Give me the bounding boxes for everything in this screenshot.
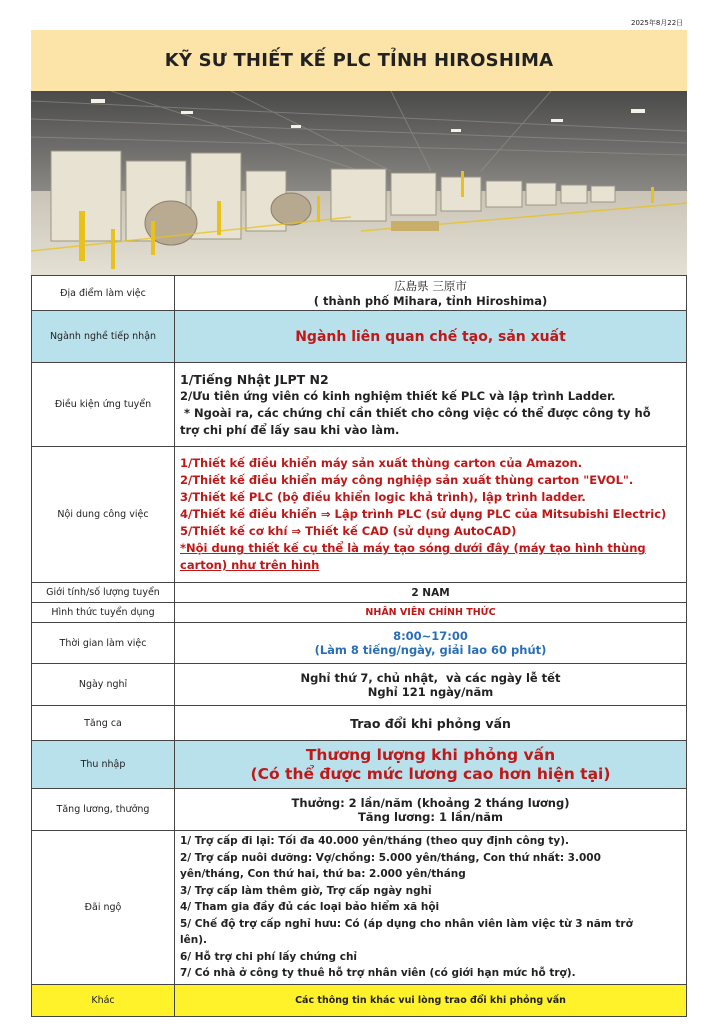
benefit-line: yên/tháng, Con thứ hai, thứ ba: 2.000 yên/tháng: [180, 868, 466, 880]
benefit-line: 4/ Tham gia đầy đủ các loại bảo hiểm xã hội: [180, 901, 440, 913]
benefit-line: 7/ Có nhà ở công ty thuê hỗ trợ nhân viên (có giới hạn mức hỗ trợ).: [180, 967, 576, 979]
label-overtime: Tăng ca: [32, 706, 175, 741]
label-employment: Hình thức tuyển dụng: [32, 603, 175, 623]
label-industry: Ngành nghề tiếp nhận: [32, 311, 175, 363]
holidays-days: Nghỉ thứ 7, chủ nhật, và các ngày lễ tết: [300, 670, 561, 685]
requirement-line: 2/Ưu tiên ứng viên có kinh nghiệm thiết kế PLC và lập trình Ladder.: [180, 388, 616, 403]
page-title: KỸ SƯ THIẾT KẾ PLC TỈNH HIROSHIMA: [164, 50, 554, 71]
row-benefits: [32, 831, 687, 985]
row-job-content: [32, 447, 687, 583]
row-overtime: [32, 706, 687, 741]
value-benefits: [175, 831, 687, 985]
raise-salary: Tăng lương: 1 lần/năm: [357, 809, 504, 824]
benefit-line: 5/ Chế độ trợ cấp nghỉ hưu: Có (áp dụng cho nhân viên làm việc từ 3 năm trở: [180, 917, 633, 930]
job-line: 3/Thiết kế PLC (bộ điều khiển logic khả trình), lập trình ladder.: [180, 490, 586, 504]
label-raise: Tăng lương, thưởng: [32, 789, 175, 831]
job-line: *Nội dung thiết kế cụ thể là máy tạo sóng dưới đây (máy tạo hình thùng: [180, 541, 646, 555]
job-line: carton) như trên hình: [180, 558, 320, 572]
job-line: 1/Thiết kế điều khiển máy sản xuất thùng carton của Amazon.: [180, 456, 583, 470]
job-line: 5/Thiết kế cơ khí ⇒ Thiết kế CAD (sử dụng AutoCAD): [180, 524, 517, 538]
income-note: (Có thể được mức lương cao hơn hiện tại): [250, 764, 611, 783]
row-employment: [32, 603, 687, 623]
row-requirements: [32, 363, 687, 447]
row-gender: [32, 583, 687, 603]
label-benefits: Đãi ngộ: [32, 831, 175, 985]
value-raise: [175, 789, 687, 831]
row-location: [32, 276, 687, 311]
label-hours: Thời gian làm việc: [32, 623, 175, 664]
location-japanese: 広島県 三原市: [394, 279, 467, 293]
income-negotiable: Thương lượng khi phỏng vấn: [305, 745, 556, 764]
job-line: 2/Thiết kế điều khiển máy công nghiệp sản xuất thùng carton "EVOL".: [180, 473, 634, 487]
value-requirements: [175, 363, 687, 447]
label-other: Khác: [32, 984, 175, 1016]
row-holidays: [32, 664, 687, 706]
row-income: [32, 741, 687, 789]
value-gender: 2 NAM: [175, 583, 687, 603]
value-other: Các thông tin khác vui lòng trao đổi khi phỏng vấn: [175, 984, 687, 1016]
row-other: [32, 984, 687, 1016]
benefit-line: 1/ Trợ cấp đi lại: Tối đa 40.000 yên/tháng (theo quy định công ty).: [180, 835, 570, 847]
benefit-line: 6/ Hỗ trợ chi phí lấy chứng chỉ: [180, 950, 358, 963]
label-income: Thu nhập: [32, 741, 175, 789]
factory-photo: [31, 91, 687, 275]
value-employment: NHÂN VIÊN CHÍNH THỨC: [175, 603, 687, 623]
raise-bonus: Thưởng: 2 lần/năm (khoảng 2 tháng lương): [291, 795, 570, 810]
label-location: Địa điểm làm việc: [32, 276, 175, 311]
value-overtime: Trao đổi khi phỏng vấn: [175, 706, 687, 741]
location-vietnamese: ( thành phố Mihara, tỉnh Hiroshima): [313, 294, 548, 308]
factory-photo-icon: [31, 91, 687, 275]
benefit-line: lên).: [180, 934, 207, 946]
row-industry: [32, 311, 687, 363]
requirement-line: * Ngoài ra, các chứng chỉ cần thiết cho công việc có thể được công ty hỗ: [180, 405, 651, 420]
value-income: [175, 741, 687, 789]
benefit-line: 3/ Trợ cấp làm thêm giờ, Trợ cấp ngày nghỉ: [180, 884, 432, 897]
requirement-line: 1/Tiếng Nhật JLPT N2: [180, 371, 329, 387]
label-gender: Giới tính/số lượng tuyển: [32, 583, 175, 603]
value-holidays: [175, 664, 687, 706]
document-date: 2025年8月22日: [631, 19, 684, 27]
hours-time: 8:00~17:00: [393, 629, 468, 643]
label-holidays: Ngày nghỉ: [32, 664, 175, 706]
value-location: [175, 276, 687, 311]
value-industry: Ngành liên quan chế tạo, sản xuất: [175, 311, 687, 363]
title-banner: [31, 30, 687, 91]
label-job-content: Nội dung công việc: [32, 447, 175, 583]
row-hours: [32, 623, 687, 664]
requirement-line: trợ chi phí để lấy sau khi vào làm.: [180, 422, 400, 437]
label-requirements: Điều kiện ứng tuyển: [32, 363, 175, 447]
benefit-line: 2/ Trợ cấp nuôi dưỡng: Vợ/chồng: 5.000 yên/tháng, Con thứ nhất: 3.000: [180, 851, 601, 864]
holidays-count: Nghỉ 121 ngày/năm: [367, 684, 494, 699]
job-info-table: [31, 275, 687, 1017]
row-raise: [32, 789, 687, 831]
hours-note: (Làm 8 tiếng/ngày, giải lao 60 phút): [314, 643, 547, 657]
job-line: 4/Thiết kế điều khiển ⇒ Lập trình PLC (sử dụng PLC của Mitsubishi Electric): [180, 507, 667, 521]
value-hours: [175, 623, 687, 664]
value-job-content: [175, 447, 687, 583]
